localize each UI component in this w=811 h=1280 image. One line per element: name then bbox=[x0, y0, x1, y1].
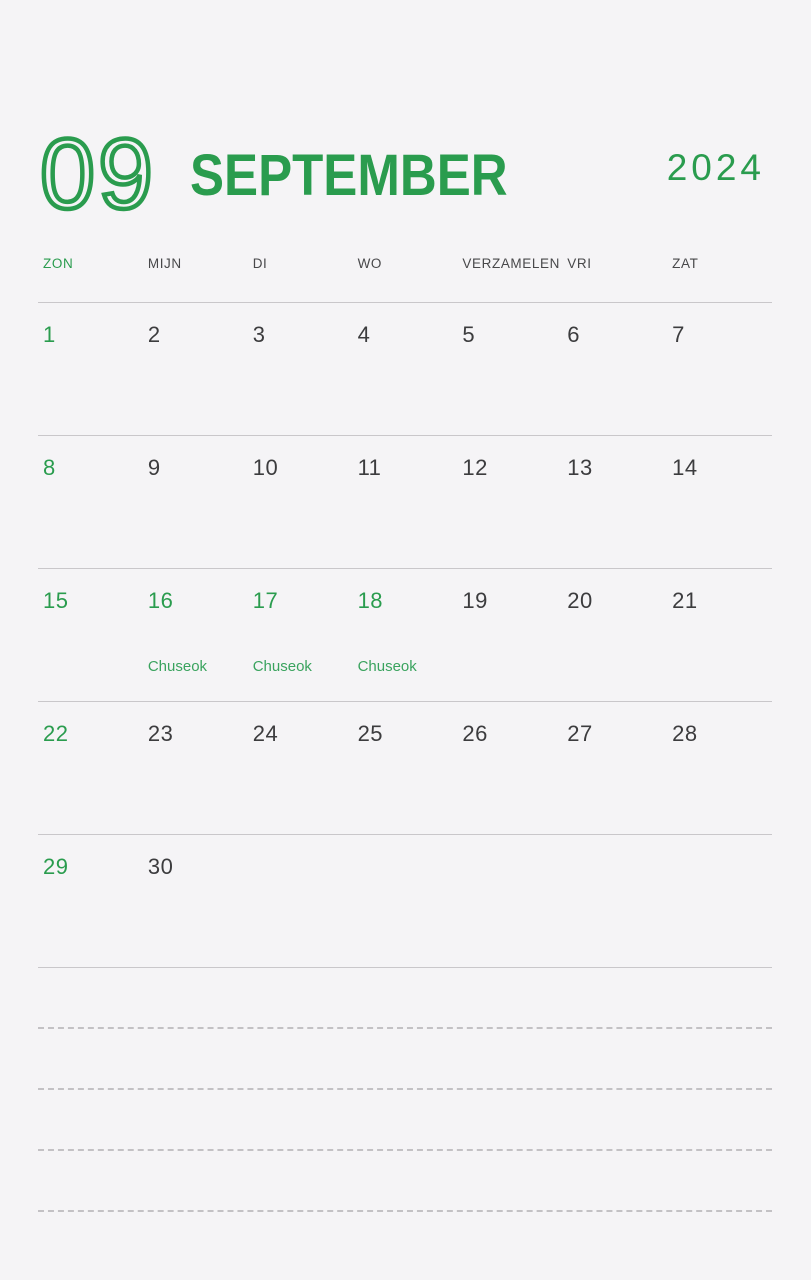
day-number: 30 bbox=[147, 854, 174, 879]
day-cell-8 bbox=[38, 436, 143, 568]
day-cell-25 bbox=[353, 702, 458, 834]
day-number: 13 bbox=[567, 455, 593, 480]
day-cell-17 bbox=[248, 569, 353, 701]
day-cell-12 bbox=[457, 436, 562, 568]
day-number: 3 bbox=[252, 322, 266, 347]
day-cell-4 bbox=[353, 303, 458, 435]
day-number: 5 bbox=[462, 322, 476, 347]
day-number: 15 bbox=[43, 588, 69, 613]
day-number: 27 bbox=[567, 721, 593, 746]
week-row-3 bbox=[38, 568, 772, 701]
day-number: 4 bbox=[357, 322, 371, 347]
day-cell-1 bbox=[38, 303, 143, 435]
day-number: 1 bbox=[43, 322, 56, 347]
year-label: 2024 bbox=[666, 147, 765, 188]
day-cell-21 bbox=[667, 569, 772, 701]
day-cell-27 bbox=[562, 702, 667, 834]
day-cell-24 bbox=[248, 702, 353, 834]
day-number: 9 bbox=[147, 455, 161, 480]
notes-area bbox=[38, 967, 772, 1212]
day-cell-13 bbox=[562, 436, 667, 568]
calendar-grid bbox=[38, 302, 772, 967]
day-number: 12 bbox=[462, 455, 488, 480]
weekday-label-zon: ZON bbox=[43, 256, 74, 271]
day-cell-14 bbox=[667, 436, 772, 568]
holiday-label: Chuseok bbox=[357, 658, 417, 675]
day-number: 8 bbox=[43, 455, 56, 480]
day-number: 17 bbox=[252, 588, 279, 613]
weekday-label-mijn: MIJN bbox=[147, 256, 182, 271]
weekday-header-row bbox=[38, 256, 772, 271]
day-number: 16 bbox=[147, 588, 174, 613]
notes-ruled-line bbox=[38, 1090, 772, 1151]
weekday-label-wo: WO bbox=[357, 256, 383, 271]
day-cell-empty bbox=[248, 835, 353, 967]
day-cell-10 bbox=[248, 436, 353, 568]
day-cell-empty bbox=[353, 835, 458, 967]
week-row-1 bbox=[38, 302, 772, 435]
day-number: 6 bbox=[567, 322, 581, 347]
day-number: 11 bbox=[357, 455, 382, 480]
day-number: 28 bbox=[672, 721, 698, 746]
day-cell-7 bbox=[667, 303, 772, 435]
holiday-label: Chuseok bbox=[147, 658, 208, 675]
day-cell-18 bbox=[353, 569, 458, 701]
day-cell-23 bbox=[143, 702, 248, 834]
day-cell-28 bbox=[667, 702, 772, 834]
day-number: 22 bbox=[43, 721, 69, 746]
day-number: 19 bbox=[462, 588, 488, 613]
notes-ruled-line bbox=[38, 1029, 772, 1090]
weekday-label-verzamelen: VERZAMELEN bbox=[462, 256, 560, 271]
day-number: 2 bbox=[147, 322, 161, 347]
notes-ruled-line bbox=[38, 1151, 772, 1212]
day-number: 24 bbox=[252, 721, 279, 746]
day-cell-empty bbox=[457, 835, 562, 967]
day-cell-16 bbox=[143, 569, 248, 701]
day-cell-30 bbox=[143, 835, 248, 967]
week-row-4 bbox=[38, 701, 772, 834]
day-cell-5 bbox=[457, 303, 562, 435]
day-cell-empty bbox=[562, 835, 667, 967]
day-number: 14 bbox=[672, 455, 698, 480]
month-title: SEPTEMBER bbox=[190, 143, 508, 208]
day-number: 20 bbox=[567, 588, 593, 613]
day-number: 21 bbox=[672, 588, 698, 613]
weekday-label-vri: VRI bbox=[567, 256, 592, 271]
day-cell-26 bbox=[457, 702, 562, 834]
day-number: 10 bbox=[252, 455, 279, 480]
day-cell-29 bbox=[38, 835, 143, 967]
day-cell-9 bbox=[143, 436, 248, 568]
day-cell-15 bbox=[38, 569, 143, 701]
notes-ruled-line bbox=[38, 968, 772, 1029]
holiday-label: Chuseok bbox=[252, 658, 312, 675]
day-cell-6 bbox=[562, 303, 667, 435]
day-cell-11 bbox=[353, 436, 458, 568]
day-number: 25 bbox=[357, 721, 384, 746]
day-cell-19 bbox=[457, 569, 562, 701]
day-cell-empty bbox=[667, 835, 772, 967]
weekday-label-di: DI bbox=[252, 256, 268, 271]
day-number: 23 bbox=[147, 721, 174, 746]
month-number: 09 bbox=[40, 118, 157, 229]
week-row-2 bbox=[38, 435, 772, 568]
day-cell-20 bbox=[562, 569, 667, 701]
day-number: 26 bbox=[462, 721, 488, 746]
week-row-5 bbox=[38, 834, 772, 967]
day-number: 18 bbox=[357, 588, 384, 613]
day-cell-2 bbox=[143, 303, 248, 435]
day-number: 7 bbox=[672, 322, 685, 347]
day-number: 29 bbox=[43, 854, 69, 879]
day-cell-3 bbox=[248, 303, 353, 435]
weekday-label-zat: ZAT bbox=[672, 256, 699, 271]
day-cell-22 bbox=[38, 702, 143, 834]
